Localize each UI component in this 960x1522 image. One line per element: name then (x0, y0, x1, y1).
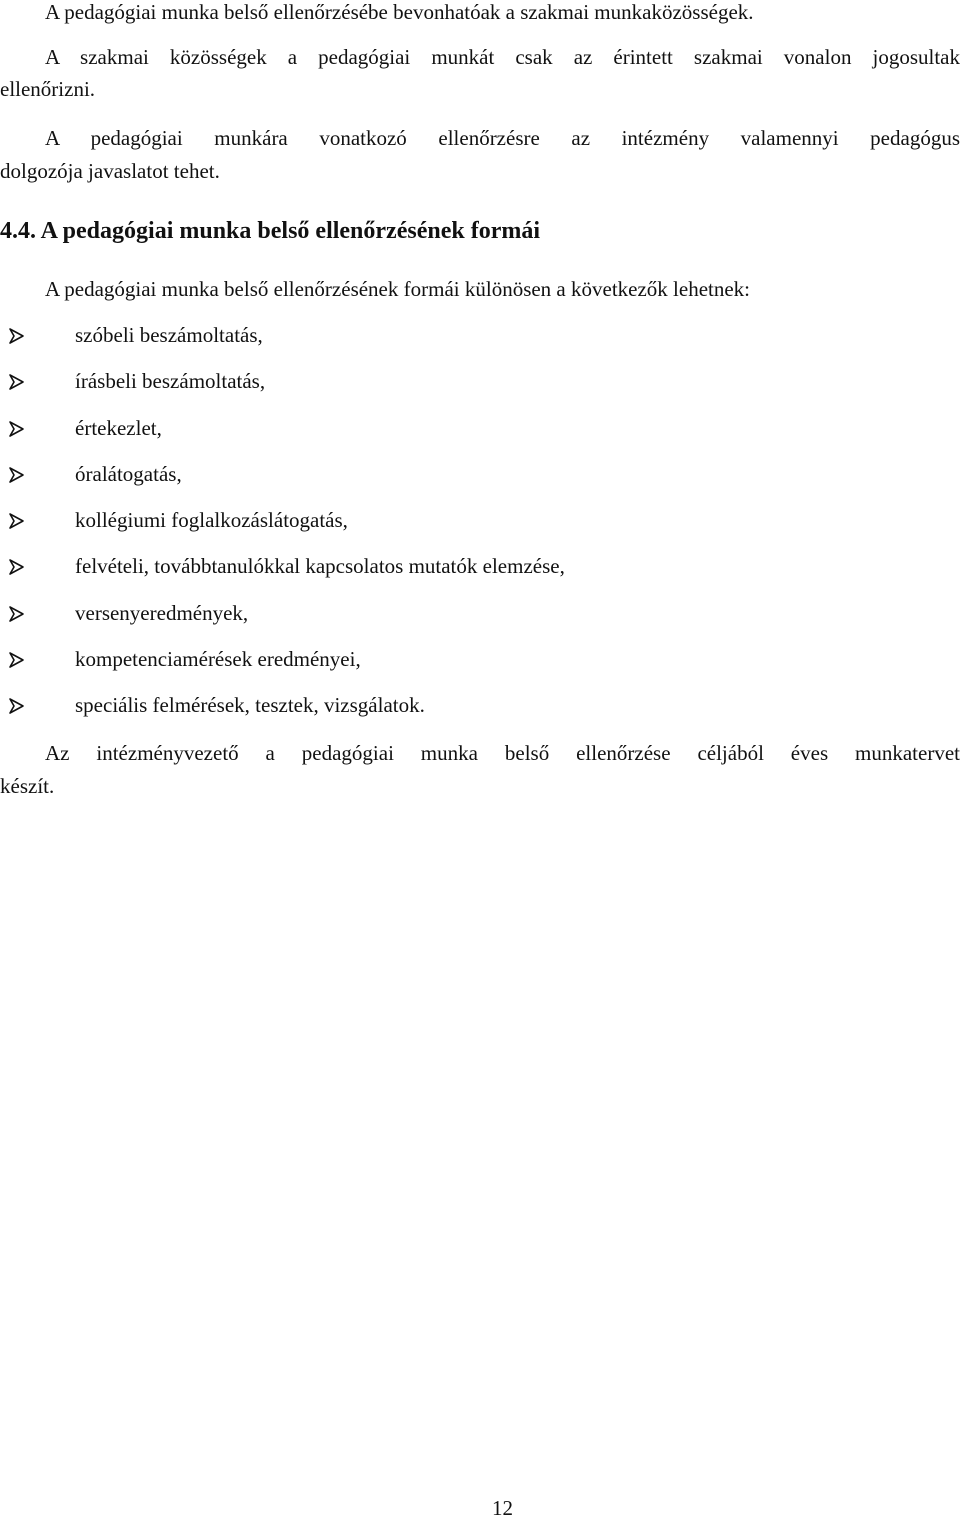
arrow-bullet-icon (8, 558, 26, 576)
arrow-bullet-icon (8, 420, 26, 438)
arrow-bullet-icon (8, 512, 26, 530)
list-item-text: írásbeli beszámoltatás, (75, 369, 266, 393)
arrow-bullet-icon (8, 373, 26, 391)
paragraph-line: dolgozója javaslatot tehet. (0, 159, 220, 183)
list-item-text: felvételi, továbbtanulókkal kapcsolatos mutatók elemzése, (75, 554, 565, 578)
arrow-bullet-icon (8, 327, 26, 345)
arrow-bullet-icon (8, 697, 26, 715)
list-item-text: értekezlet, (75, 416, 162, 440)
closing-paragraph-line: Az intézményvezető a pedagógiai munka belső ellenőrzése céljából éves munkatervet (45, 741, 960, 765)
paragraph-line: ellenőrizni. (0, 77, 96, 101)
list-item-text: kollégiumi foglalkozáslátogatás, (75, 508, 348, 532)
list-item-text: óralátogatás, (75, 462, 182, 486)
paragraph-line: A pedagógiai munka belső ellenőrzésébe bevonhatóak a szakmai munkaközösségek. (45, 0, 754, 24)
paragraph-line: A szakmai közösségek a pedagógiai munkát csak az érintett szakmai vonalon jogosultak (45, 45, 960, 69)
list-item-text: kompetenciamérések eredményei, (75, 647, 361, 671)
closing-paragraph-line: készít. (0, 774, 55, 798)
page-number: 12 (492, 1496, 513, 1520)
list-item-text: szóbeli beszámoltatás, (75, 323, 263, 347)
arrow-bullet-icon (8, 466, 26, 484)
arrow-bullet-icon (8, 651, 26, 669)
section-heading: 4.4. A pedagógiai munka belső ellenőrzésének formái (0, 218, 540, 244)
list-item-text: versenyeredmények, (75, 601, 249, 625)
list-item-text: speciális felmérések, tesztek, vizsgálatok. (75, 693, 425, 717)
section-intro: A pedagógiai munka belső ellenőrzésének formái különösen a következők lehetnek: (45, 277, 751, 301)
paragraph-line: A pedagógiai munkára vonatkozó ellenőrzésre az intézmény valamennyi pedagógus (45, 126, 960, 150)
arrow-bullet-icon (8, 605, 26, 623)
